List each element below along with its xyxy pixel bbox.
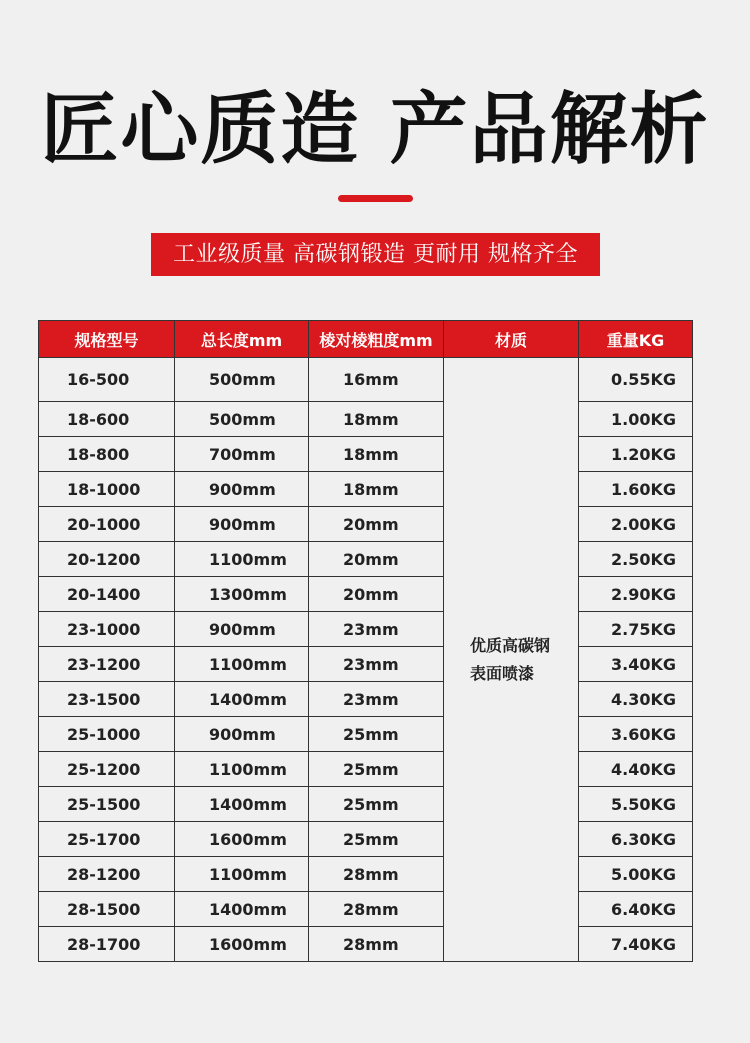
cell-weight: 2.00KG bbox=[579, 507, 693, 542]
cell-weight: 0.55KG bbox=[579, 358, 693, 402]
column-header-length: 总长度mm bbox=[175, 321, 309, 358]
cell-diameter: 18mm bbox=[309, 472, 444, 507]
cell-model: 23-1000 bbox=[39, 612, 175, 647]
cell-length: 1600mm bbox=[175, 927, 309, 962]
cell-model: 18-800 bbox=[39, 437, 175, 472]
cell-diameter: 25mm bbox=[309, 717, 444, 752]
table-row bbox=[39, 402, 693, 437]
cell-model: 28-1500 bbox=[39, 892, 175, 927]
table-row bbox=[39, 472, 693, 507]
cell-diameter: 23mm bbox=[309, 612, 444, 647]
cell-diameter: 28mm bbox=[309, 927, 444, 962]
material-line-2: 表面喷漆 bbox=[470, 663, 535, 683]
cell-length: 1400mm bbox=[175, 682, 309, 717]
column-header-weight: 重量KG bbox=[579, 321, 693, 358]
table-row bbox=[39, 787, 693, 822]
table-row bbox=[39, 542, 693, 577]
table-row bbox=[39, 647, 693, 682]
cell-weight: 3.60KG bbox=[579, 717, 693, 752]
cell-length: 500mm bbox=[175, 402, 309, 437]
cell-length: 1100mm bbox=[175, 542, 309, 577]
subtitle-banner: 工业级质量 高碳钢锻造 更耐用 规格齐全 bbox=[151, 233, 600, 276]
cell-diameter: 20mm bbox=[309, 577, 444, 612]
cell-length: 900mm bbox=[175, 472, 309, 507]
page-title: 匠心质造 产品解析 bbox=[40, 85, 710, 175]
table-row bbox=[39, 892, 693, 927]
cell-material bbox=[444, 358, 579, 962]
cell-diameter: 20mm bbox=[309, 542, 444, 577]
table-row bbox=[39, 717, 693, 752]
cell-model: 25-1700 bbox=[39, 822, 175, 857]
cell-weight: 6.40KG bbox=[579, 892, 693, 927]
cell-length: 1100mm bbox=[175, 647, 309, 682]
column-header-diameter: 棱对棱粗度mm bbox=[309, 321, 444, 358]
cell-weight: 4.30KG bbox=[579, 682, 693, 717]
cell-model: 28-1700 bbox=[39, 927, 175, 962]
cell-weight: 2.75KG bbox=[579, 612, 693, 647]
cell-weight: 4.40KG bbox=[579, 752, 693, 787]
table-row bbox=[39, 857, 693, 892]
table-row bbox=[39, 927, 693, 962]
cell-length: 500mm bbox=[175, 358, 309, 402]
cell-model: 20-1400 bbox=[39, 577, 175, 612]
cell-model: 23-1200 bbox=[39, 647, 175, 682]
cell-diameter: 18mm bbox=[309, 402, 444, 437]
cell-weight: 5.00KG bbox=[579, 857, 693, 892]
table-row bbox=[39, 612, 693, 647]
cell-weight: 2.50KG bbox=[579, 542, 693, 577]
cell-model: 20-1200 bbox=[39, 542, 175, 577]
cell-weight: 2.90KG bbox=[579, 577, 693, 612]
cell-model: 20-1000 bbox=[39, 507, 175, 542]
table-body bbox=[39, 358, 693, 962]
cell-length: 900mm bbox=[175, 507, 309, 542]
cell-length: 1100mm bbox=[175, 857, 309, 892]
cell-length: 1400mm bbox=[175, 892, 309, 927]
material-line-1: 优质高碳钢 bbox=[470, 635, 551, 655]
title-divider bbox=[338, 195, 413, 202]
cell-model: 25-1500 bbox=[39, 787, 175, 822]
cell-diameter: 18mm bbox=[309, 437, 444, 472]
cell-length: 900mm bbox=[175, 612, 309, 647]
cell-model: 18-1000 bbox=[39, 472, 175, 507]
table-row bbox=[39, 577, 693, 612]
cell-weight: 6.30KG bbox=[579, 822, 693, 857]
cell-diameter: 20mm bbox=[309, 507, 444, 542]
table-row bbox=[39, 682, 693, 717]
cell-diameter: 25mm bbox=[309, 752, 444, 787]
cell-diameter: 25mm bbox=[309, 787, 444, 822]
cell-weight: 1.00KG bbox=[579, 402, 693, 437]
column-header-material: 材质 bbox=[444, 321, 579, 358]
cell-length: 1600mm bbox=[175, 822, 309, 857]
cell-model: 28-1200 bbox=[39, 857, 175, 892]
cell-weight: 5.50KG bbox=[579, 787, 693, 822]
cell-length: 900mm bbox=[175, 717, 309, 752]
column-header-model: 规格型号 bbox=[39, 321, 175, 358]
cell-length: 1400mm bbox=[175, 787, 309, 822]
cell-model: 25-1000 bbox=[39, 717, 175, 752]
cell-diameter: 28mm bbox=[309, 857, 444, 892]
cell-model: 18-600 bbox=[39, 402, 175, 437]
cell-diameter: 28mm bbox=[309, 892, 444, 927]
cell-weight: 3.40KG bbox=[579, 647, 693, 682]
cell-weight: 1.60KG bbox=[579, 472, 693, 507]
cell-length: 1300mm bbox=[175, 577, 309, 612]
cell-diameter: 16mm bbox=[309, 358, 444, 402]
cell-model: 25-1200 bbox=[39, 752, 175, 787]
spec-table bbox=[38, 320, 693, 962]
cell-length: 700mm bbox=[175, 437, 309, 472]
table-row bbox=[39, 507, 693, 542]
table-row bbox=[39, 358, 693, 402]
cell-weight: 7.40KG bbox=[579, 927, 693, 962]
cell-length: 1100mm bbox=[175, 752, 309, 787]
cell-diameter: 23mm bbox=[309, 682, 444, 717]
table-row bbox=[39, 437, 693, 472]
table-row bbox=[39, 822, 693, 857]
cell-weight: 1.20KG bbox=[579, 437, 693, 472]
table-header-row bbox=[39, 321, 693, 358]
cell-model: 23-1500 bbox=[39, 682, 175, 717]
cell-diameter: 25mm bbox=[309, 822, 444, 857]
cell-diameter: 23mm bbox=[309, 647, 444, 682]
table-row bbox=[39, 752, 693, 787]
cell-model: 16-500 bbox=[39, 358, 175, 402]
